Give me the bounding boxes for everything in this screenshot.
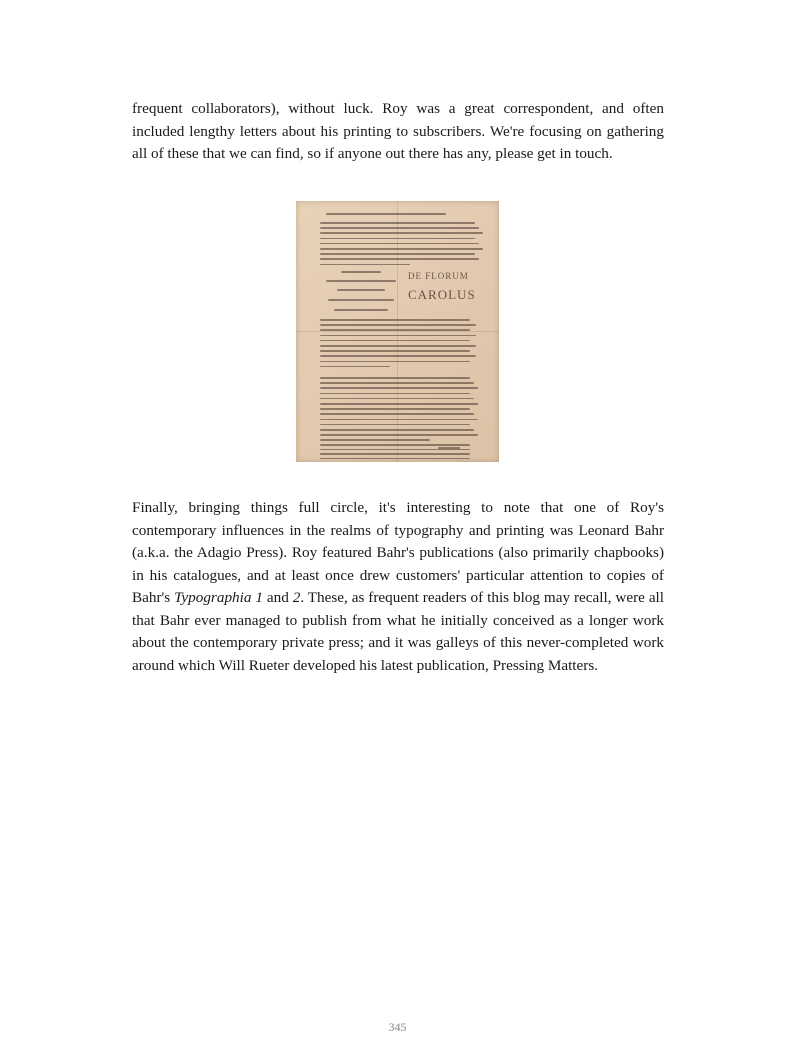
paragraph-text: frequent collaborators), without luck. Roy was a great correspondent, and often included lengthy letters about his printing to subscribers. We're focusing on gathering all of these that we can find, so if anyone out there has any, please get in touch. (132, 100, 664, 162)
scan-text-line (438, 447, 460, 449)
scan-text-line (320, 408, 470, 410)
scan-text-line (320, 340, 470, 342)
scan-text-line (320, 413, 474, 415)
paragraph-text-start: Finally, bringing things full circle, it's interesting to note that one of Roy's contemporary influences in the realms of typography and printing was Leonard Bahr (a.k.a. the Adagio Press). Roy featured Bahr's publications (also primarily chapbooks) in his catalogues, and at least once drew customers' particular attention to copies of Bahr's (132, 499, 664, 606)
scan-text-line (320, 419, 478, 421)
scan-text-line (320, 377, 470, 379)
scan-text-line (320, 253, 475, 255)
scan-text-line (341, 271, 381, 273)
paragraph-bahr-influence (132, 497, 664, 677)
scan-text-line (320, 319, 470, 321)
scan-text-line (320, 350, 470, 352)
scan-text-line (326, 213, 446, 215)
scan-text-line (320, 335, 476, 337)
scan-text-line (320, 361, 470, 363)
scan-text-line (320, 424, 470, 426)
scan-text-line (320, 243, 479, 245)
page-number: 345 (388, 1020, 407, 1034)
scan-text-line (320, 222, 475, 224)
scan-text-line (320, 238, 475, 240)
scan-text-line (326, 280, 396, 282)
scan-text-line (320, 453, 470, 455)
scan-text-line (320, 264, 410, 266)
scan-text-line (320, 429, 474, 431)
scan-text-line (320, 387, 478, 389)
scan-text-line (320, 403, 478, 405)
scan-text-line (320, 458, 470, 460)
scan-text-line (320, 366, 390, 368)
scan-text-line (320, 434, 478, 436)
scan-text-line (320, 258, 479, 260)
prospectus-heading-top: DE FLORUM (408, 271, 469, 281)
scanned-prospectus-image (296, 201, 499, 462)
scan-text-line (320, 227, 479, 229)
fold-crease-horizontal (296, 331, 499, 332)
scan-text-line (320, 355, 476, 357)
scan-text-line (320, 444, 470, 446)
scan-text-line (328, 299, 394, 301)
scan-text-line (320, 393, 470, 395)
scan-text-line (334, 309, 388, 311)
paragraph-correspondence (132, 98, 664, 166)
title-typographia-2: 2 (292, 589, 301, 606)
title-typographia-1: Typographia 1 (174, 589, 263, 606)
scan-text-line (320, 382, 474, 384)
paragraph-text-and: and (262, 589, 293, 606)
prospectus-heading-bottom: CAROLUS (408, 287, 476, 302)
paragraph-text-end: . These, as frequent readers of this blog may recall, were all that Bahr ever managed to publish from what he initially conceived as a longer work about the contemporary private press; and it was galleys of this never-completed work around which Will Rueter developed his latest publication, Pressing Matters. (132, 589, 664, 674)
scan-text-line (320, 439, 430, 441)
scan-text-line (320, 345, 476, 347)
scan-text-line (320, 324, 476, 326)
scan-text-line (320, 449, 470, 451)
scan-text-line (320, 232, 483, 234)
scan-text-line (320, 329, 470, 331)
scan-text-line (320, 248, 483, 250)
scan-text-line (337, 289, 385, 291)
